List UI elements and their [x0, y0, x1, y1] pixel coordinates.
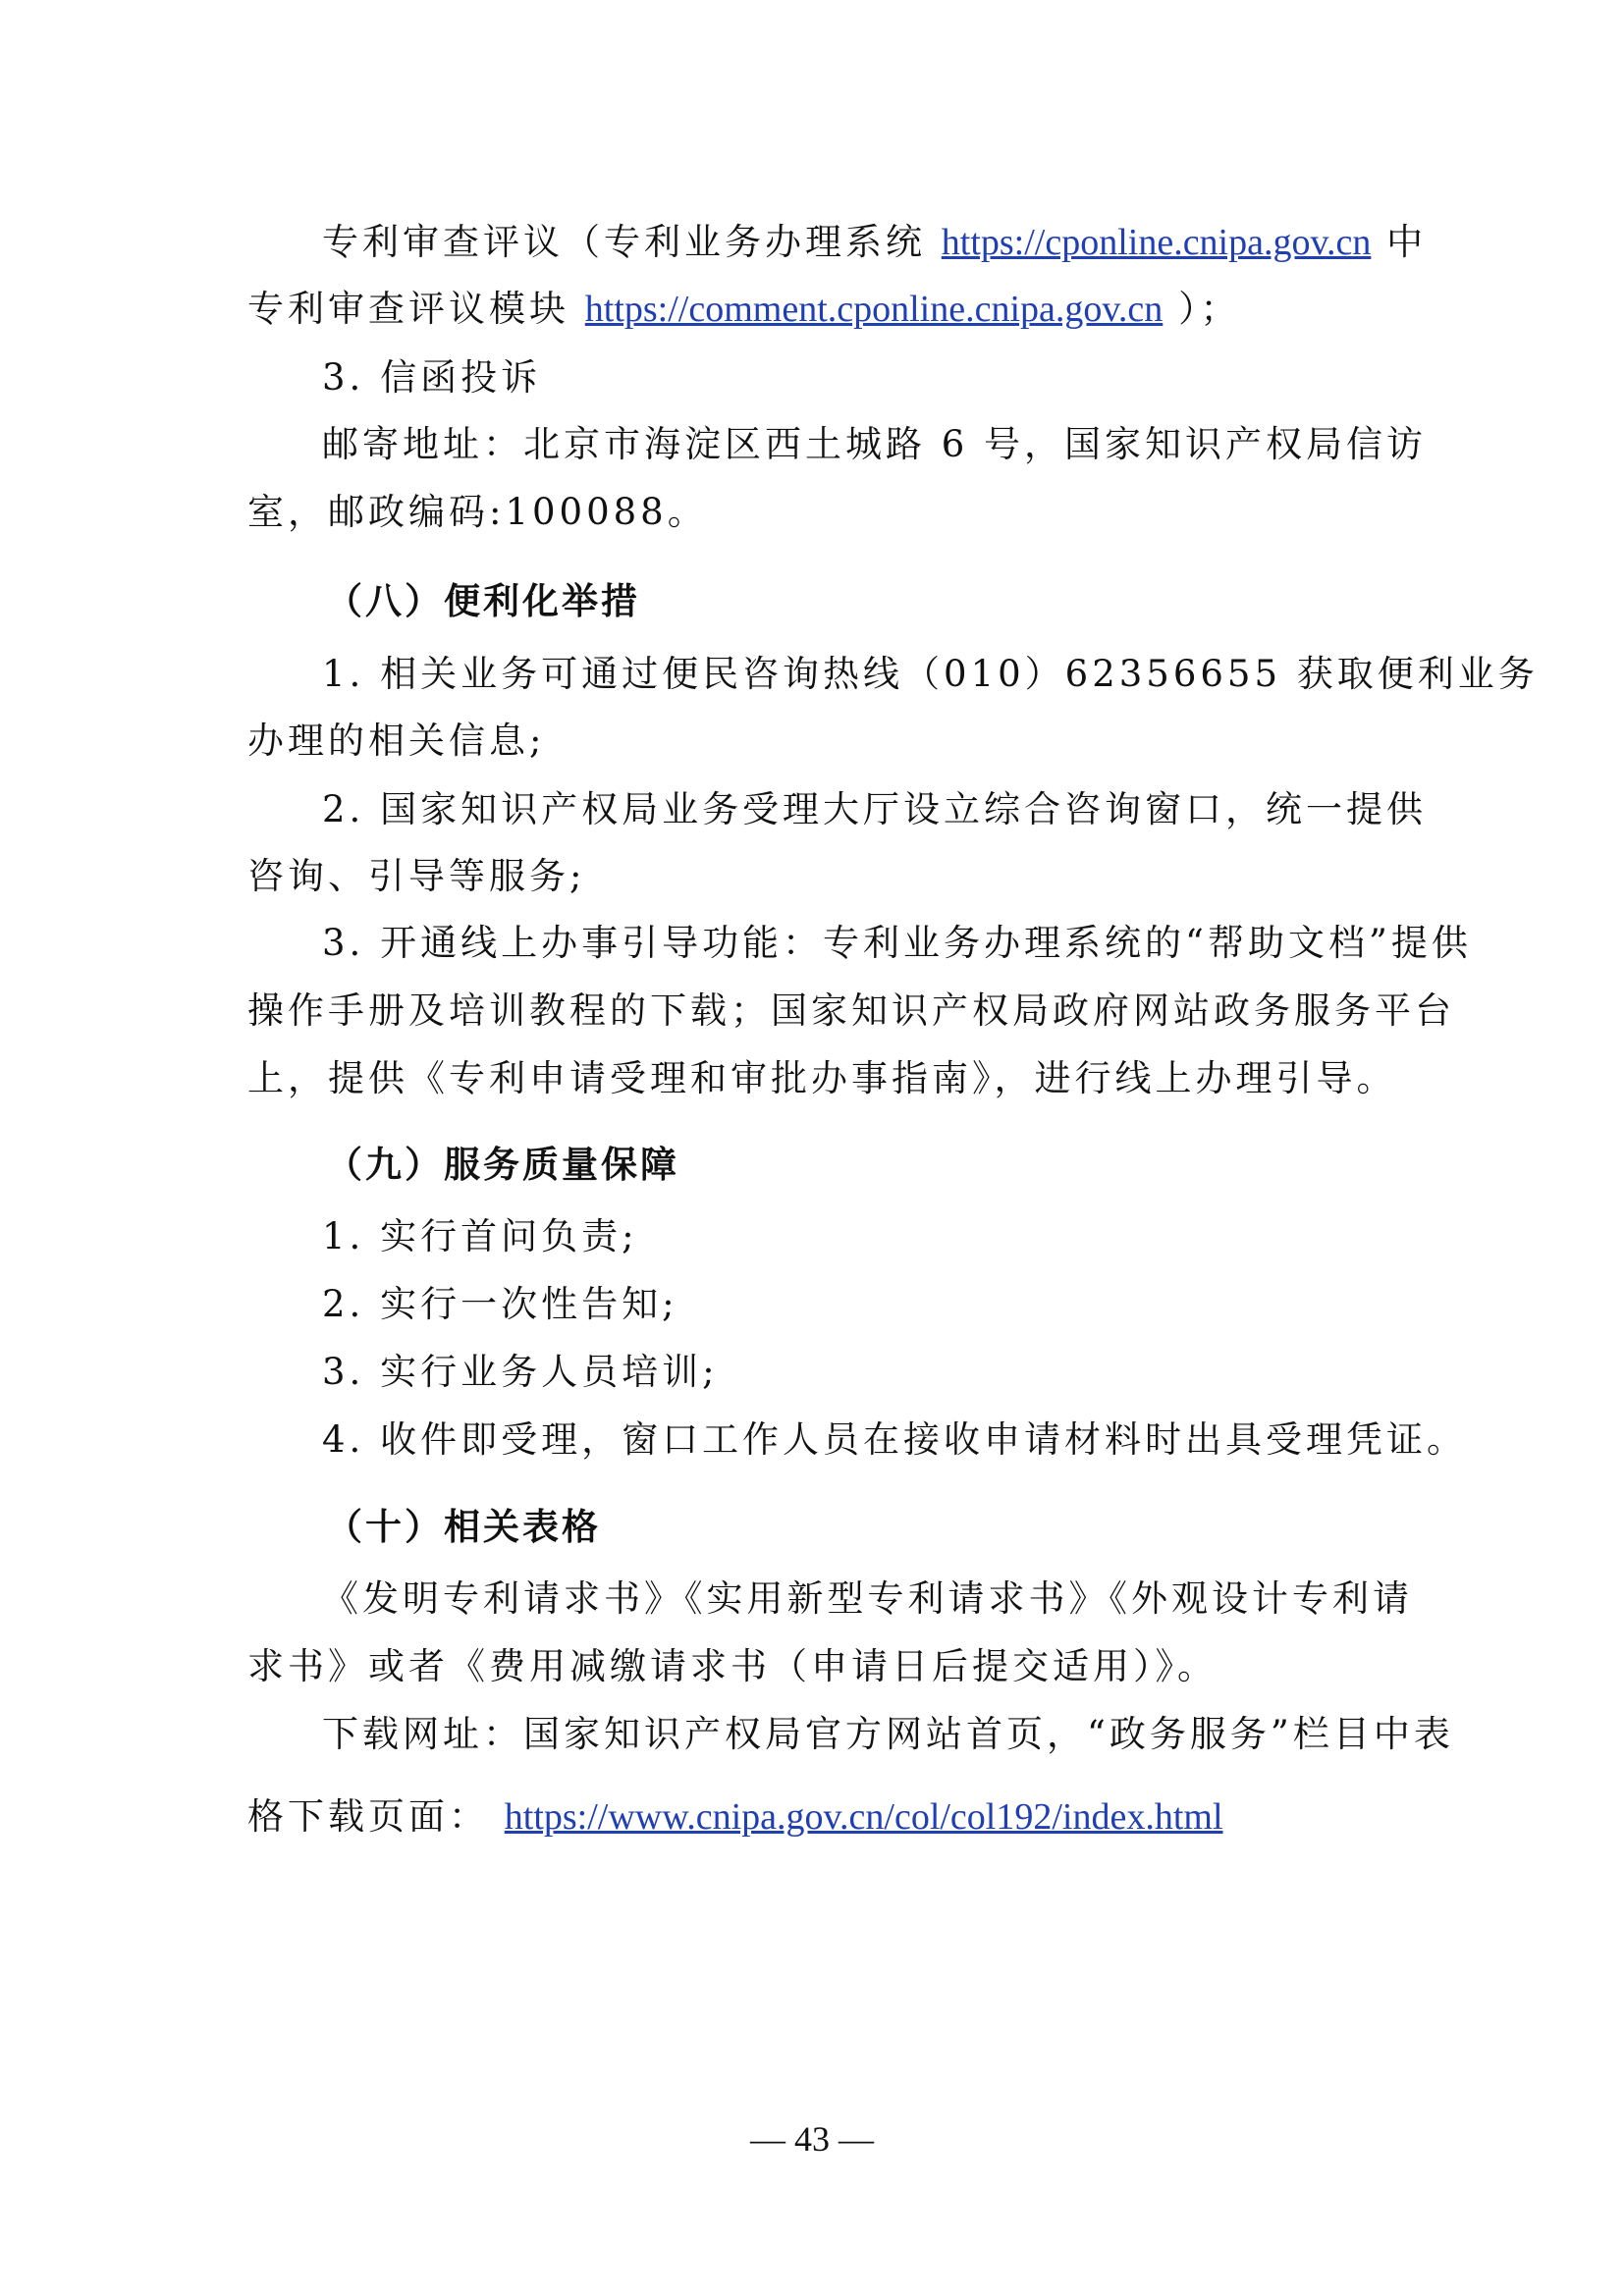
address-line2: 室，邮政编码:100088。: [247, 491, 708, 533]
text-segment: 专利审查评议模块: [247, 288, 569, 330]
section-9-heading: （九）服务质量保障: [326, 1144, 679, 1186]
sec10-line4: [247, 1792, 1386, 1842]
sec9-item1: 1. 实行首问负责;: [322, 1215, 638, 1257]
sec8-item3-line2: 操作手册及培训教程的下载；国家知识产权局政府网站政务服务平台: [247, 989, 1455, 1032]
text-segment: ）；: [1178, 288, 1241, 330]
paragraph-review-line1: [322, 218, 1428, 267]
forms-download-link[interactable]: https://www.cnipa.gov.cn/col/col192/index.html: [504, 1796, 1223, 1838]
sec8-item3-line3: 上，提供《专利申请受理和审批办事指南》，进行线上办理引导。: [247, 1057, 1397, 1099]
sec9-item2: 2. 实行一次性告知;: [322, 1283, 678, 1325]
sec9-item4: 4. 收件即受理，窗口工作人员在接收申请材料时出具受理凭证。: [322, 1418, 1468, 1461]
text-segment: 格下载页面：: [247, 1795, 489, 1838]
section-10-heading: （十）相关表格: [326, 1506, 601, 1548]
paragraph-review-line2: [247, 285, 1386, 334]
comment-link[interactable]: https://comment.cponline.cnipa.gov.cn: [584, 289, 1164, 330]
address-line1: 邮寄地址：北京市海淀区西土城路 6 号，国家知识产权局信访: [322, 423, 1428, 465]
sec8-item1-line2: 办理的相关信息;: [247, 720, 546, 762]
text-segment: 专利审查评议（专利业务办理系统: [322, 221, 926, 263]
sec8-item2-line2: 咨询、引导等服务;: [247, 855, 586, 897]
sec8-item2-line1: 2. 国家知识产权局业务受理大厅设立综合咨询窗口，统一提供: [322, 788, 1428, 830]
sec10-line1: 《发明专利请求书》《实用新型专利请求书》《外观设计专利请: [322, 1577, 1413, 1620]
sec10-line3: 下载网址：国家知识产权局官方网站首页，“政务服务”栏目中表: [322, 1713, 1454, 1755]
section-8-heading: （八）便利化举措: [326, 580, 640, 622]
sec10-line2: 求书》或者《费用减缴请求书（申请日后提交适用）》。: [247, 1645, 1218, 1687]
page-number: — 43 —: [750, 2119, 874, 2159]
sec8-item3-line1: 3. 开通线上办事引导功能：专利业务办理系统的“帮助文档”提供: [322, 922, 1472, 964]
text-segment: 中: [1386, 221, 1428, 263]
item-letter-complaint: 3. 信函投诉: [322, 356, 542, 399]
sec8-item1-line1: 1. 相关业务可通过便民咨询热线（010）62356655 获取便利业务: [322, 653, 1539, 695]
cponline-link[interactable]: https://cponline.cnipa.gov.cn: [941, 222, 1372, 263]
sec9-item3: 3. 实行业务人员培训;: [322, 1351, 719, 1393]
